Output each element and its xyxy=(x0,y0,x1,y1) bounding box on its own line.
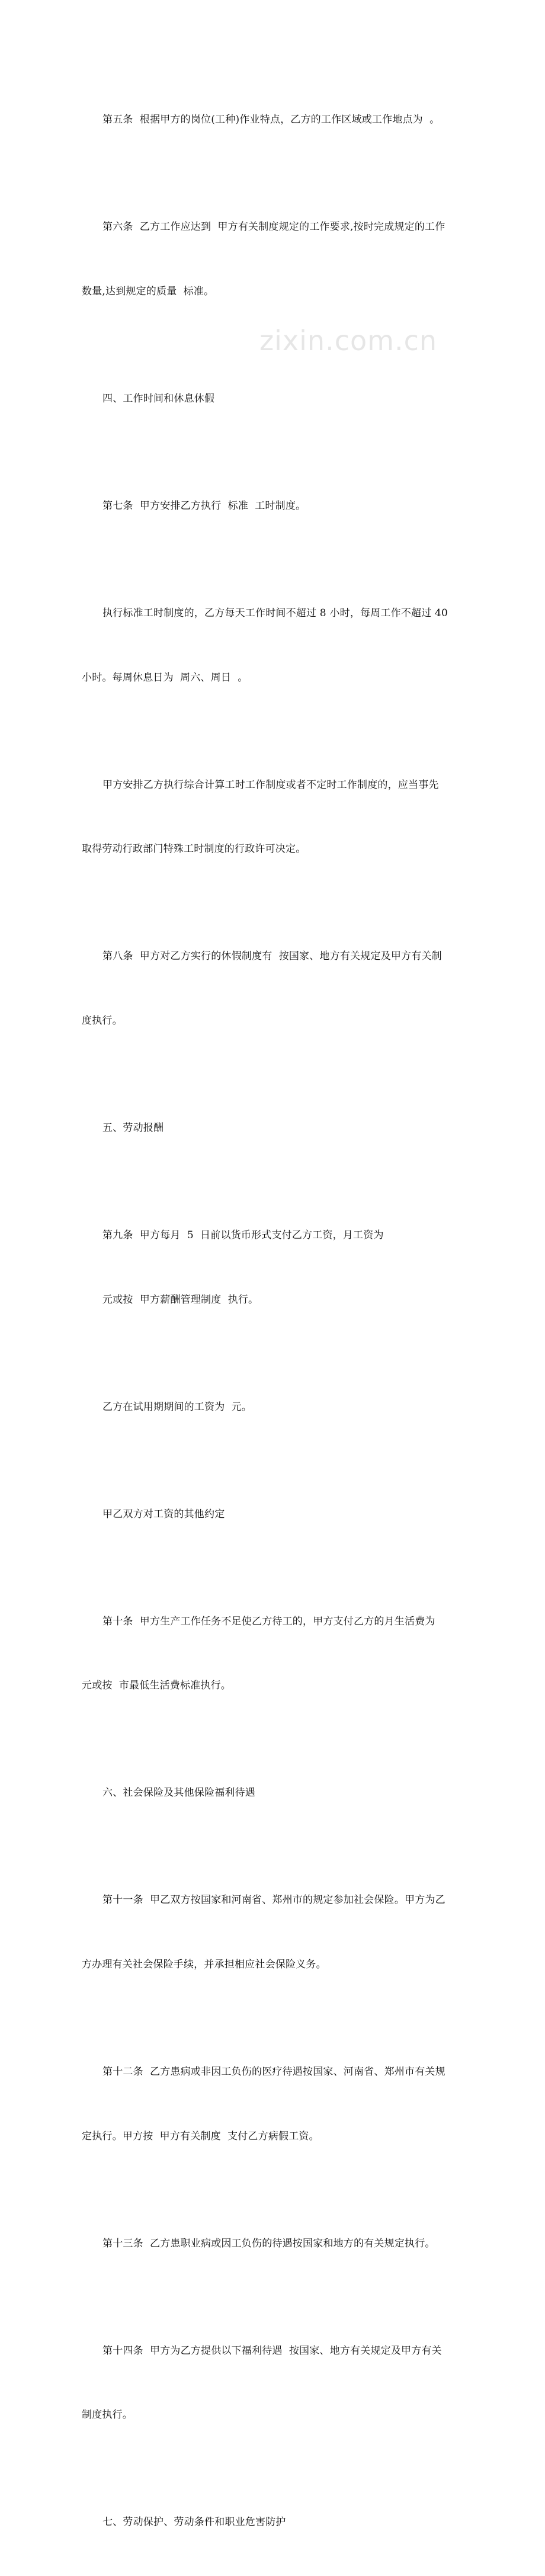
paragraph-article-12 xyxy=(82,2018,467,2190)
section-heading-social-insurance xyxy=(82,1739,467,1847)
text-line: 七、劳动保护、劳动条件和职业危害防护 xyxy=(102,2516,286,2529)
text-line: 数量,达到规定的质量 标准。 xyxy=(82,286,214,298)
text-line: 甲乙双方对工资的其他约定 xyxy=(102,1508,225,1520)
text-line: 第七条 甲方安排乙方执行 标准 工时制度。 xyxy=(102,500,306,512)
watermark: zixin.com.cn xyxy=(259,325,438,357)
paragraph-article-11 xyxy=(82,1847,467,2018)
paragraph-article-10 xyxy=(82,1568,467,1739)
text-line: 度执行。 xyxy=(82,1014,123,1027)
paragraph-article-6 xyxy=(82,174,467,345)
section-heading-labor-protection xyxy=(82,2469,467,2576)
text-line: 制度执行。 xyxy=(82,2409,133,2421)
text-line: 元或按 市最低生活费标准执行。 xyxy=(82,1680,232,1692)
paragraph-special-hours xyxy=(82,731,467,903)
text-line: 第十四条 甲方为乙方提供以下福利待遇 按国家、地方有关规定及甲方有关 xyxy=(102,2344,442,2357)
text-line: 取得劳动行政部门特殊工时制度的行政许可决定。 xyxy=(82,843,306,856)
text-line: 第八条 甲方对乙方实行的休假制度有 按国家、地方有关规定及甲方有关制 xyxy=(102,950,442,963)
text-line: 第十三条 乙方患职业病或因工负伤的待遇按国家和地方的有关规定执行。 xyxy=(102,2237,435,2250)
text-line: 第九条 甲方每月 5 日前以货币形式支付乙方工资，月工资为 xyxy=(102,1229,384,1241)
text-line: 执行标准工时制度的，乙方每天工作时间不超过 8 小时，每周工作不超过 40 xyxy=(102,607,448,620)
paragraph-article-14 xyxy=(82,2297,467,2469)
section-heading-work-hours xyxy=(82,345,467,453)
paragraph-article-5 xyxy=(82,66,467,174)
paragraph-article-9 xyxy=(82,1182,467,1354)
section-heading-remuneration xyxy=(82,1075,467,1182)
text-line: 元或按 甲方薪酬管理制度 执行。 xyxy=(102,1293,259,1306)
text-line: 第五条 根据甲方的岗位(工种)作业特点，乙方的工作区域或工作地点为 。 xyxy=(102,114,440,126)
text-line: 四、工作时间和休息休假 xyxy=(102,393,215,405)
text-line: 小时。每周休息日为 周六、周日 。 xyxy=(82,671,248,684)
text-line: 六、社会保险及其他保险福利待遇 xyxy=(102,1787,255,1799)
text-line: 第十条 甲方生产工作任务不足使乙方待工的，甲方支付乙方的月生活费为 xyxy=(102,1615,435,1627)
text-line: 第六条 乙方工作应达到 甲方有关制度规定的工作要求,按时完成规定的工作 xyxy=(102,221,445,233)
document-body xyxy=(82,66,467,2576)
text-line: 定执行。甲方按 甲方有关制度 支付乙方病假工资。 xyxy=(82,2130,319,2142)
text-line: 第十一条 甲乙双方按国家和河南省、郑州市的规定参加社会保险。甲方为乙 xyxy=(102,1894,445,1907)
paragraph-article-13 xyxy=(82,2190,467,2297)
paragraph-article-8 xyxy=(82,903,467,1075)
text-line: 方办理有关社会保险手续，并承担相应社会保险义务。 xyxy=(82,1958,326,1971)
text-line: 五、劳动报酬 xyxy=(102,1122,164,1134)
paragraph-probation-wage xyxy=(82,1353,467,1460)
paragraph-article-7 xyxy=(82,453,467,560)
paragraph-other-wage-agreement xyxy=(82,1460,467,1568)
text-line: 第十二条 乙方患病或非因工负伤的医疗待遇按国家、河南省、郑州市有关规 xyxy=(102,2065,445,2078)
text-line: 甲方安排乙方执行综合计算工时工作制度或者不定时工作制度的，应当事先 xyxy=(102,778,439,791)
text-line: 乙方在试用期期间的工资为 元。 xyxy=(102,1401,252,1413)
paragraph-standard-hours xyxy=(82,560,467,732)
